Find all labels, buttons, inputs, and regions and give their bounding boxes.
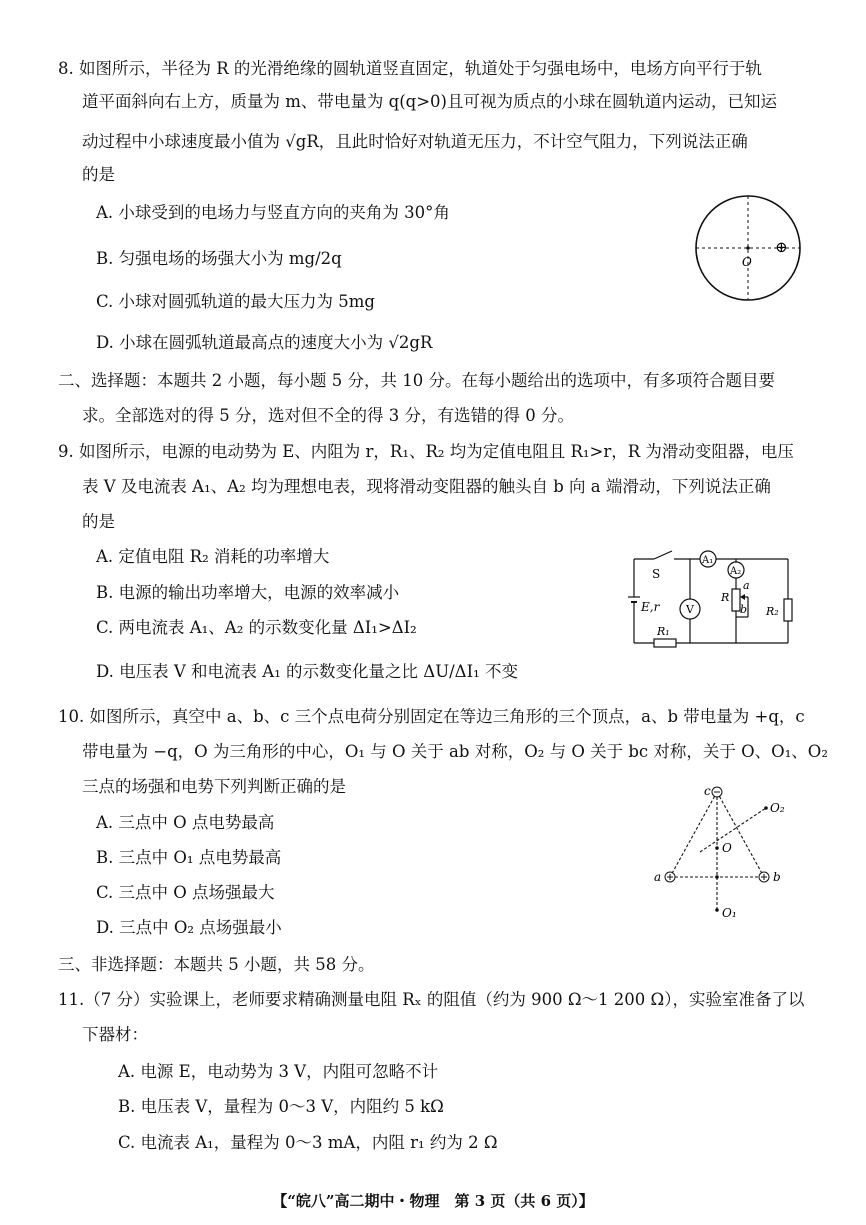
q10-option-b: B. 三点中 O₁ 点电势最高	[96, 848, 282, 867]
q9-option-c: C. 两电流表 A₁、A₂ 的示数变化量 ΔI₁>ΔI₂	[96, 618, 417, 637]
q10-option-c: C. 三点中 O 点场强最大	[96, 883, 275, 902]
q8-stem-line-1: 8. 如图所示，半径为 R 的光滑绝缘的圆轨道竖直固定，轨道处于匀强电场中，电场方向平行于轨	[58, 59, 762, 78]
section2-heading-line-1: 二、选择题：本题共 2 小题，每小题 5 分，共 10 分。在每小题给出的选项中，有多项符合题目要	[58, 371, 775, 390]
q9-option-d: D. 电压表 V 和电流表 A₁ 的示数变化量之比 ΔU/ΔI₁ 不变	[96, 662, 518, 681]
voltmeter-label: V	[686, 603, 694, 616]
q8-option-c: C. 小球对圆弧轨道的最大压力为 5mg	[96, 292, 375, 311]
q10-stem-line-1: 10. 如图所示，真空中 a、b、c 三个点电荷分别固定在等边三角形的三个顶点，a、b 带电量为 +q，c	[58, 707, 805, 726]
q11-stem-line-2: 下器材：	[82, 1025, 148, 1044]
ammeter-a2-label: A₂	[730, 566, 742, 577]
r2-label: R₂	[766, 605, 779, 618]
q10-stem-line-3: 三点的场强和电势下列判断正确的是	[82, 777, 346, 796]
q9-stem-line-3: 的是	[82, 512, 115, 531]
switch-label: S	[652, 567, 661, 581]
q8-stem-line-3: 动过程中小球速度最小值为 √gR，且此时恰好对轨道无压力，不计空气阻力，下列说法正确	[82, 132, 748, 151]
q8-option-b: B. 匀强电场的场强大小为 mg/2q	[96, 249, 342, 268]
point-o2-label: O₂	[770, 801, 785, 815]
point-o1-label: O₁	[722, 906, 737, 920]
q8-stem-line-2: 道平面斜向右上方，质量为 m、带电量为 q(q>0)且可视为质点的小球在圆轨道内运动，已知运	[82, 92, 777, 111]
rheostat-label: R	[721, 591, 730, 604]
section2-heading-line-2: 求。全部选对的得 5 分，选对但不全的得 3 分，有选错的得 0 分。	[82, 406, 574, 425]
section3-heading: 三、非选择题：本题共 5 小题，共 58 分。	[58, 955, 375, 974]
q11-stem-line-1: 11.（7 分）实验课上，老师要求精确测量电阻 Rₓ 的阻值（约为 900 Ω～1 200 Ω），实验室准备了以	[58, 990, 805, 1009]
q9-option-a: A. 定值电阻 R₂ 消耗的功率增大	[96, 547, 330, 566]
charge-b-label: b	[773, 870, 781, 884]
q9-stem-line-2: 表 V 及电流表 A₁、A₂ 均为理想电表，现将滑动变阻器的触头自 b 向 a 端滑动，下列说法正确	[82, 477, 771, 496]
q9-stem-line-1: 9. 如图所示，电源的电动势为 E、内阻为 r，R₁、R₂ 均为定值电阻且 R₁>r，R 为滑动变阻器，电压	[58, 442, 794, 461]
circuit-diagram	[626, 545, 796, 653]
source-label: E,r	[641, 600, 660, 614]
q9-option-b: B. 电源的输出功率增大，电源的效率减小	[96, 583, 400, 602]
charge-c-label: c	[704, 784, 711, 798]
page-footer: 【“皖八”高二期中・物理 第 3 页（共 6 页）】	[272, 1192, 594, 1210]
ammeter-a1-label: A₁	[702, 555, 714, 566]
q8-option-d: D. 小球在圆弧轨道最高点的速度大小为 √2gR	[96, 333, 433, 352]
q8-stem-line-4: 的是	[82, 165, 115, 184]
q10-stem-line-2: 带电量为 −q，O 为三角形的中心，O₁ 与 O 关于 ab 对称，O₂ 与 O 关于 bc 对称，关于 O、O₁、O₂	[82, 742, 828, 761]
point-o-label: O	[722, 841, 732, 855]
rheostat-end-b-label: b	[740, 603, 748, 616]
q11-item-c: C. 电流表 A₁，量程为 0～3 mA，内阻 r₁ 约为 2 Ω	[118, 1133, 498, 1152]
positive-charge-icon: ⊕	[775, 238, 788, 256]
q10-option-d: D. 三点中 O₂ 点场强最小	[96, 918, 282, 937]
circle-track-figure	[692, 190, 812, 310]
charge-a-label: a	[654, 870, 662, 884]
q11-item-b: B. 电压表 V，量程为 0～3 V，内阻约 5 kΩ	[118, 1097, 444, 1116]
center-label-o: O	[742, 255, 752, 269]
r1-label: R₁	[657, 625, 670, 638]
triangle-charges-figure	[646, 780, 796, 925]
q11-item-a: A. 电源 E，电动势为 3 V，内阻可忽略不计	[118, 1062, 439, 1081]
q8-option-a: A. 小球受到的电场力与竖直方向的夹角为 30°角	[96, 203, 450, 222]
rheostat-end-a-label: a	[743, 579, 750, 592]
q10-option-a: A. 三点中 O 点电势最高	[96, 813, 275, 832]
